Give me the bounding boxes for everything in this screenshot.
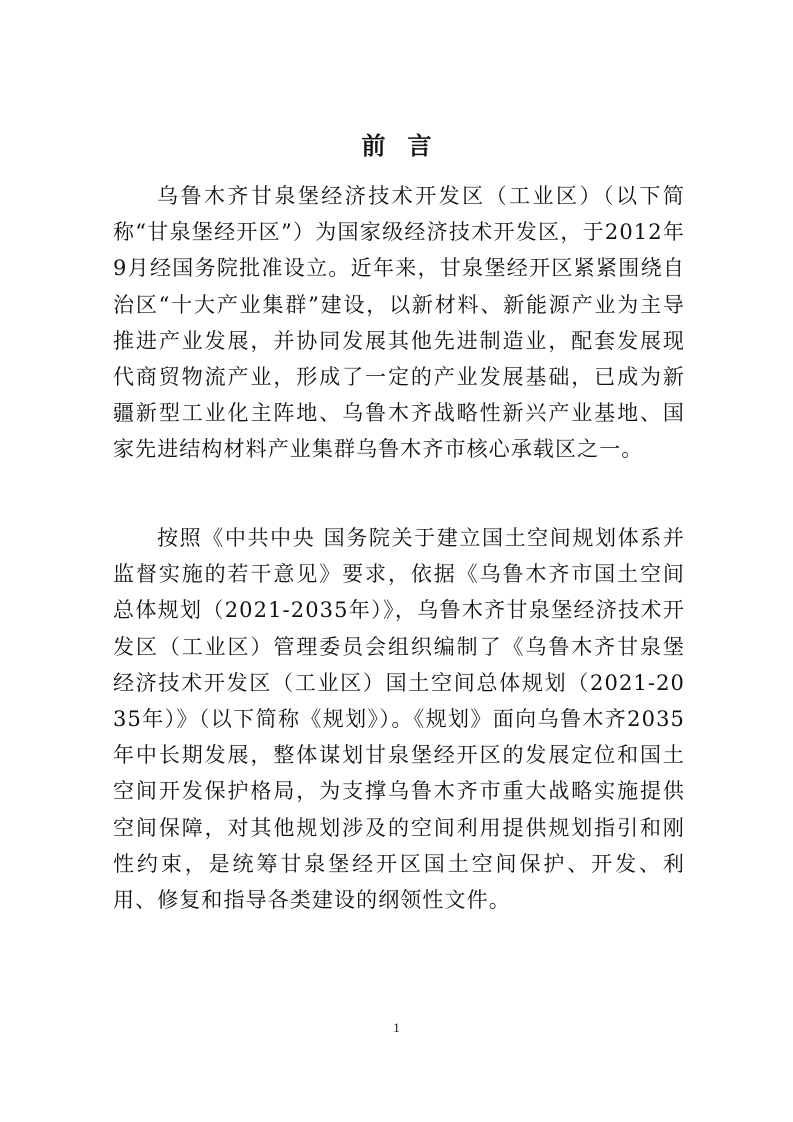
paragraph-planning-basis: 按照《中共中央 国务院关于建立国土空间规划体系并监督实施的若干意见》要求，依据《乌鲁木齐市国土空间总体规划（2021-2035年）》，乌鲁木齐甘泉堡经济技术开发区（工业区）管理委员会组织编制了《乌鲁木齐甘泉堡经济技术开发区（工业区）国土空间总体规划（2021-2035年）》（以下简称《规划》）。《规划》面向乌鲁木齐2035年中长期发展，整体谋划甘泉堡经开区的发展定位和国土空间开发保护格局，为支撑乌鲁木齐市重大战略实施提供空间保障，对其他规划涉及的空间利用提供规划指引和刚性约束，是统筹甘泉堡经开区国土空间保护、开发、利用、修复和指导各类建设的纲领性文件。	[113, 526, 685, 913]
paragraph-intro: 乌鲁木齐甘泉堡经济技术开发区（工业区）（以下简称“甘泉堡经开区”）为国家级经济技术开发区，于2012年9月经国务院批准设立。近年来，甘泉堡经开区紧紧围绕自治区“十大产业集群”建设，以新材料、新能源产业为主导推进产业发展，并协同发展其他先进制造业，配套发展现代商贸物流产业，形成了一定的产业发展基础，已成为新疆新型工业化主阵地、乌鲁木齐战略性新兴产业基地、国家先进结构材料产业集群乌鲁木齐市核心承载区之一。	[113, 184, 685, 462]
page-title: 前言	[361, 131, 454, 161]
page-number: 1	[393, 1020, 400, 1035]
